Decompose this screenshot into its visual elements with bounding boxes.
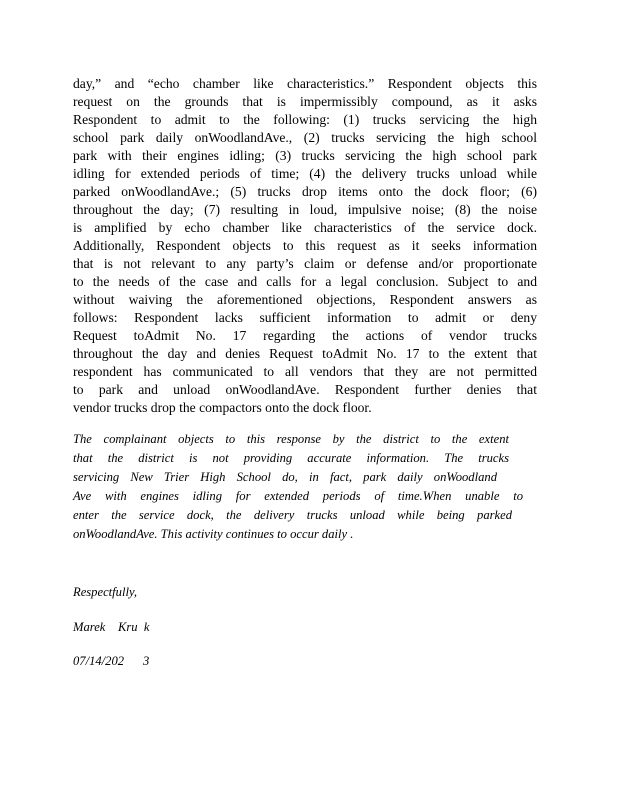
response-line: that is not relevant to any party’s claim or defense and/or proportionate [73, 256, 537, 271]
response-line: Additionally, Respondent objects to this request as it seeks information [73, 238, 537, 253]
complainant-line: servicing New Trier High School do, in fact, park daily onWoodland [73, 470, 497, 484]
response-line: throughout the day; (7) resulting in loud, impulsive noise; (8) the noise [73, 202, 537, 217]
response-line: school park daily onWoodlandAve., (2) trucks servicing the high school [73, 130, 537, 145]
response-line: Respondent to admit to the following: (1) trucks servicing the high [73, 112, 537, 127]
response-line: parked onWoodlandAve.; (5) trucks drop items onto the dock floor; (6) [73, 184, 537, 199]
response-line: vendor trucks drop the compactors onto the dock floor. [73, 400, 372, 415]
response-line: park with their engines idling; (3) trucks servicing the high school park [73, 148, 537, 163]
response-line: to park and unload onWoodlandAve. Respondent further denies that [73, 382, 537, 397]
response-line: respondent has communicated to all vendors that they are not permitted [73, 364, 537, 379]
response-line: follows: Respondent lacks sufficient information to admit or deny [73, 310, 537, 325]
response-line: request on the grounds that is impermissibly compound, as it asks [73, 94, 537, 109]
complainant-line: enter the service dock, the delivery trucks unload while being parked [73, 508, 512, 522]
response-line: idling for extended periods of time; (4) the delivery trucks unload while [73, 166, 537, 181]
signature-name: Marek Kru k [73, 620, 150, 634]
response-line: to the needs of the case and calls for a legal conclusion. Subject to and [73, 274, 537, 289]
response-line: day,” and “echo chamber like characteristics.” Respondent objects this [73, 76, 537, 91]
response-line: without waiving the aforementioned objections, Respondent answers as [73, 292, 537, 307]
complainant-line: Ave with engines idling for extended periods of time.When unable to [73, 489, 523, 503]
signature-date: 07/14/202 3 [73, 654, 150, 668]
complainant-line: The complainant objects to this response by the district to the extent [73, 432, 509, 446]
response-line: is amplified by echo chamber like characteristics of the service dock. [73, 220, 537, 235]
complainant-line: onWoodlandAve. This activity continues to occur daily . [73, 527, 354, 541]
response-line: Request toAdmit No. 17 regarding the actions of vendor trucks [73, 328, 537, 343]
closing-text: Respectfully, [73, 585, 137, 599]
complainant-line: that the district is not providing accurate information. The trucks [73, 451, 509, 465]
response-line: throughout the day and denies Request toAdmit No. 17 to the extent that [73, 346, 537, 361]
